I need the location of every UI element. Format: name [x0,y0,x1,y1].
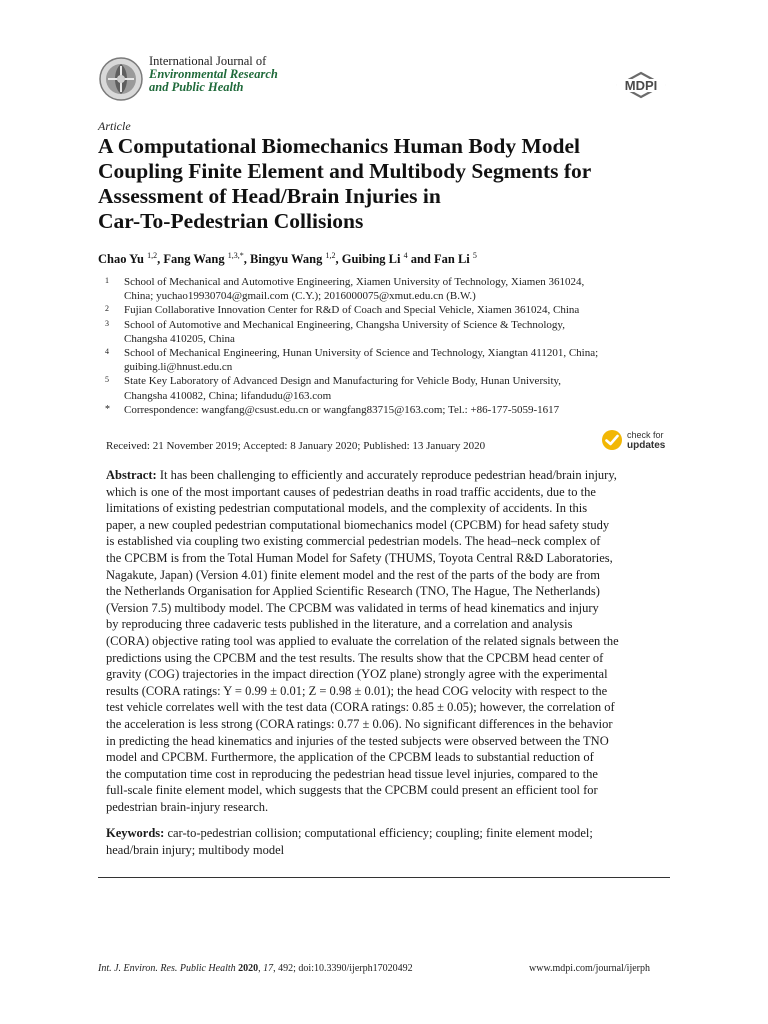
keywords-line [106,825,671,842]
keywords-label: Keywords: [106,826,165,840]
affiliation-number: 2 [105,304,109,314]
affiliation-item [98,303,678,317]
author-affiliation-sup: 1,3,* [227,251,244,260]
affiliation-text: School of Automotive and Mechanical Engineering, Changsha University of Science & Technology, [124,318,565,331]
author-affiliation-sup: 1,2 [147,251,158,260]
keywords [106,825,671,858]
abstract-line: gravity (COG) trajectories in the impact direction (YOZ plane) strongly agree with the experimental [106,667,608,682]
affiliation-text: School of Mechanical and Automotive Engineering, Xiamen University of Technology, Xiamen 361024, [124,276,585,288]
check-for-updates-icon [601,429,623,451]
abstract-line: limitations of existing pedestrian computational models, and the complexity of accidents. In this [106,501,588,516]
author-name: Chao Yu [98,252,144,267]
abstract-line [106,467,671,484]
author-separator: , [243,252,250,267]
abstract-line: the acceleration is less strong (CORA ratings: 0.77 ± 0.06). No significant differences in the behavior [106,716,613,731]
check-for-updates-button[interactable] [601,428,673,454]
title-line: Coupling Finite Element and Multibody Segments for [98,159,592,183]
abstract-line: the Netherlands Organisation for Applied Scientific Research (TNO, The Hague, The Netherlands) [106,584,600,599]
affiliation-number: 1 [105,276,109,285]
check-for-updates-line1: check for [627,430,664,440]
journal-emblem-icon [98,56,144,102]
abstract-line: the CPCBM is from the Total Human Model for Safety (THUMS, Toyota Central R&D Laboratories, [106,550,613,565]
abstract [106,467,671,815]
correspondence-item [98,403,678,417]
footer-year: 2020 [238,963,259,974]
affiliation-number: 5 [105,375,109,385]
abstract-line: by reproducing three cadaveric tests published in the literature, and a correlation and analysis [106,617,573,632]
abstract-line: full-scale finite element model, which suggests that the CPCBM could present an efficient tool for [106,783,598,798]
correspondence-marker: * [105,403,110,415]
abstract-line: predictions using the CPCBM and the test results. The results show that the CPCBM head center of [106,650,604,665]
affiliation-item [98,318,678,346]
affiliation-text: Changsha 410205, China [124,332,235,345]
abstract-text: It has been challenging to efficiently and accurately reproduce pedestrian head/brain injury, [156,468,617,482]
footer-volume-doi: , 17, 492; doi:10.3390/ijerph17020492 [258,963,413,974]
journal-name [149,55,449,94]
affiliation-number: 3 [105,318,109,328]
author-affiliation-sup: 4 [403,251,408,260]
author-name: Fang Wang [163,252,225,267]
affiliation-item [98,374,678,402]
affiliation-text: Fujian Collaborative Innovation Center for R&D of Coach and Special Vehicle, Xiamen 361024, China [124,304,580,317]
journal-name-line2: Environmental Research [149,67,278,81]
author-affiliation-sup: 5 [472,251,477,260]
abstract-line: the computation time cost in reproducing the pedestrian head tissue level injuries, compared to the [106,766,598,781]
abstract-line: is established via coupling two existing commercial pedestrian models. The head–neck complex of [106,534,601,549]
author-separator: and [407,252,434,267]
footer-journal-abbrev: Int. J. Environ. Res. Public Health [98,963,236,974]
affiliation-number: 4 [105,347,109,357]
footer-citation [98,963,413,974]
mdpi-logo-text: MDPI [624,78,658,93]
abstract-line: pedestrian brain-injury research. [106,799,269,814]
abstract-line: test vehicle correlates well with the test data (CORA ratings: 0.85 ± 0.05); however, the correlation of [106,700,615,715]
title-line: Car-To-Pedestrian Collisions [98,209,364,233]
abstract-line: model and CPCBM. Furthermore, the application of the CPCBM leads to substantial reduction of [106,750,594,765]
article-type: Article [98,119,131,133]
check-for-updates-label [627,430,665,451]
footer-journal-link[interactable]: www.mdpi.com/journal/ijerph [529,963,650,974]
abstract-line: (Version 7.5) multibody model. The CPCBM was validated in terms of head kinematics and injury [106,600,599,615]
author-separator: , [157,252,164,267]
affiliation-list [98,275,678,417]
affiliation-text: Changsha 410082, China; lifandudu@163.com [124,389,332,402]
keywords-text: car-to-pedestrian collision; computational efficiency; coupling; finite element model; [164,826,593,840]
publication-dates: Received: 21 November 2019; Accepted: 8 January 2020; Published: 13 January 2020 [106,440,486,452]
affiliation-text: China; yuchao19930704@gmail.com (C.Y.); 2016000075@xmut.edu.cn (B.W.) [124,290,476,303]
abstract-line: which is one of the most important causes of pedestrian deaths in road traffic accidents, due to the [106,484,596,499]
affiliation-text: School of Mechanical Engineering, Hunan University of Science and Technology, Xiangtan 411201, China; [124,347,599,360]
article-title [98,134,698,234]
section-divider [98,877,670,878]
correspondence-text: Correspondence: wangfang@csust.edu.cn or wangfang83715@163.com; Tel.: +86-177-5059-1617 [124,403,560,416]
mdpi-logo-icon [613,70,669,100]
author-separator: , [335,252,342,267]
affiliation-text: guibing.li@hnust.edu.cn [124,361,233,374]
abstract-line: in predicting the head kinematics and injuries of the tested subjects were observed between the TNO [106,733,609,748]
journal-name-line1: International Journal of [149,54,267,68]
keywords-line: head/brain injury; multibody model [106,842,285,857]
journal-name-line3: and Public Health [149,80,244,94]
author-name: Bingyu Wang [249,252,323,267]
check-for-updates-line2: updates [627,440,666,451]
abstract-label: Abstract: [106,468,157,482]
affiliation-item [98,346,678,374]
author-name: Guibing Li [341,252,401,267]
author-name: Fan Li [434,252,470,267]
author-affiliation-sup: 1,2 [325,251,336,260]
abstract-line: paper, a new coupled pedestrian computational biomechanics model (CPCBM) for head safety study [106,517,610,532]
affiliation-text: State Key Laboratory of Advanced Design and Manufacturing for Vehicle Body, Hunan University, [124,375,562,388]
abstract-line: results (CORA ratings: Y = 0.99 ± 0.01; Z = 0.98 ± 0.01); the head COG velocity with respect to the [106,683,608,698]
title-line: A Computational Biomechanics Human Body Model [98,134,581,158]
affiliation-item [98,275,678,303]
author-list [98,251,477,267]
title-line: Assessment of Head/Brain Injuries in [98,184,441,208]
abstract-line: Nagakute, Japan) (Version 4.01) finite element model and the rest of the parts of the body are from [106,567,600,582]
abstract-line: (CORA) objective rating tool was applied to evaluate the correlation of the related signals between the [106,633,619,648]
